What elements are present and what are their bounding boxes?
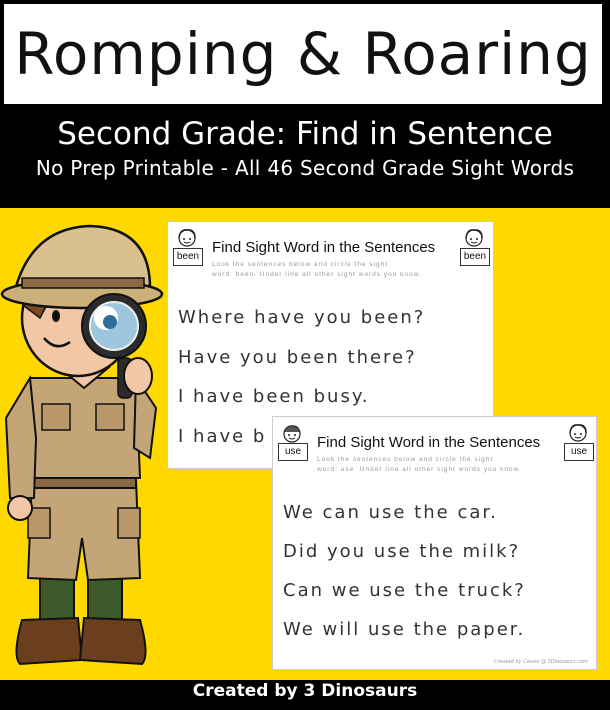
sight-word-tag: been (460, 248, 490, 266)
worksheet-title: Find Sight Word in the Sentences (317, 434, 541, 451)
instructions-line-1: Look the sentences below and circle the sight (212, 261, 389, 268)
sight-word-tag: use (278, 443, 308, 461)
sentence: We can use the car. (283, 502, 498, 523)
sentence: Did you use the milk? (283, 541, 521, 562)
sentence: Have you been there? (178, 347, 417, 368)
worksheet-credit: Created by Cassie @ 3Dinosaurs.com (493, 659, 588, 665)
sight-word-tag: use (564, 443, 594, 461)
footer-credit: Created by 3 Dinosaurs (192, 681, 418, 701)
sight-word-tag: been (173, 248, 203, 266)
sentence: I have been busy. (178, 386, 370, 407)
instructions-line-2: word: been. Under line all other sight words you know. (212, 271, 422, 278)
kid-girl-icon (172, 228, 202, 270)
preview-panel (0, 208, 610, 680)
subtitle-block (0, 114, 610, 182)
instructions-line-1: Look the sentences below and circle the sight (317, 456, 494, 463)
subtitle: Second Grade: Find in Sentence (57, 116, 553, 152)
kid-girl-icon (563, 423, 593, 465)
sentence: I have b (178, 426, 267, 447)
sentence: We will use the paper. (283, 619, 526, 640)
kid-boy-icon (277, 423, 307, 465)
worksheet-card-use (272, 416, 597, 670)
sentence: Where have you been? (178, 307, 426, 328)
sentence: Can we use the truck? (283, 580, 526, 601)
explorer-kid-illustration (0, 208, 170, 680)
tagline: No Prep Printable - All 46 Second Grade Sight Words (35, 156, 575, 180)
page-title: Romping & Roaring (14, 20, 592, 88)
instructions-line-2: word: use. Under line all other sight words you know. (317, 466, 522, 473)
kid-girl-icon (459, 228, 489, 270)
worksheet-title: Find Sight Word in the Sentences (212, 239, 436, 256)
title-banner (4, 4, 602, 104)
